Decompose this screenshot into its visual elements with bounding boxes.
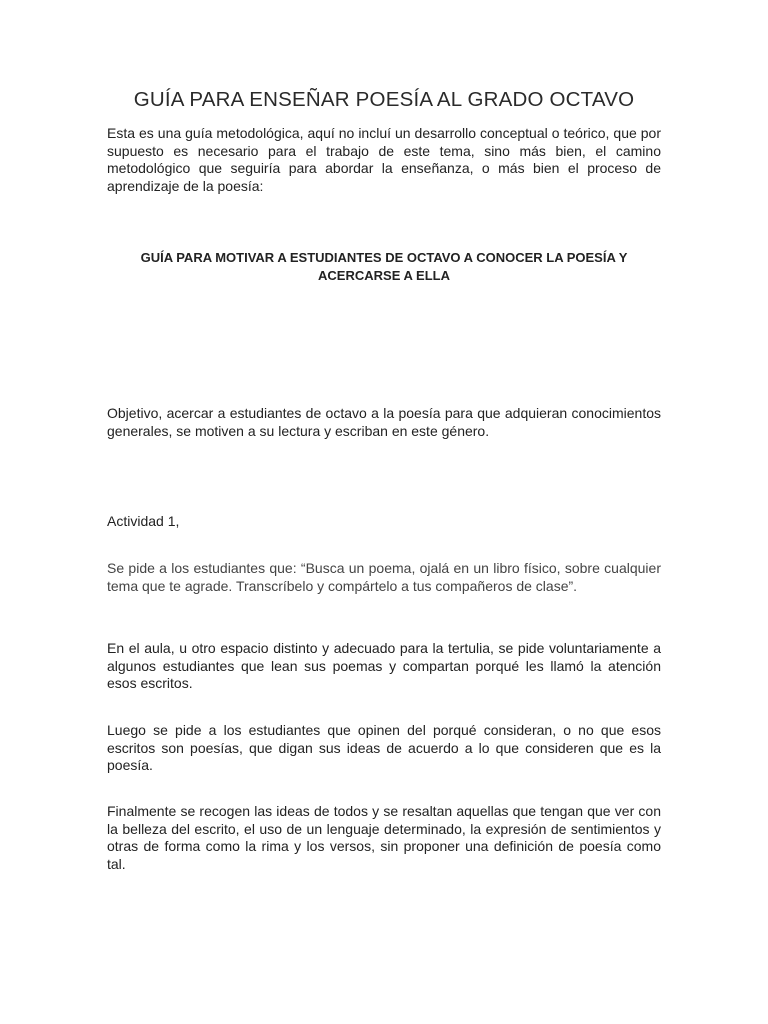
intro-paragraph: Esta es una guía metodológica, aquí no incluí un desarrollo conceptual o teórico, que por supuesto es necesario para el trabajo de este tema, sino más bien, el camino metodológico que seguiría para abordar la enseñanza, o más bien el proceso de aprendizaje de la poesía: bbox=[107, 125, 661, 194]
objective-paragraph: Objetivo, acercar a estudiantes de octavo a la poesía para que adquieran conocimientos generales, se motiven a su lectura y escriban en este género. bbox=[107, 405, 661, 439]
opinion-paragraph: Luego se pide a los estudiantes que opinen del porqué consideran, o no que esos escritos son poesías, que digan sus ideas de acuerdo a lo que consideren que es la poesía. bbox=[107, 722, 661, 773]
activity-label: Actividad 1, bbox=[107, 513, 180, 529]
final-paragraph: Finalmente se recogen las ideas de todos y se resaltan aquellas que tengan que ver con la belleza del escrito, el uso de un lenguaje determinado, la expresión de sentimientos y otras de forma como la rima y los versos, sin proponer una definición de poesía como tal. bbox=[107, 803, 661, 872]
classroom-paragraph: En el aula, u otro espacio distinto y adecuado para la tertulia, se pide voluntariamente a algunos estudiantes que lean sus poemas y compartan porqué les llamó la atención esos escritos. bbox=[107, 640, 661, 691]
activity-instruction: Se pide a los estudiantes que: “Busca un poema, ojalá en un libro físico, sobre cualquier tema que te agrade. Transcríbelo y compártelo a tus compañeros de clase”. bbox=[107, 560, 661, 594]
document-title: GUÍA PARA ENSEÑAR POESÍA AL GRADO OCTAVO bbox=[133, 88, 635, 111]
section-subheading: GUÍA PARA MOTIVAR A ESTUDIANTES DE OCTAVO A CONOCER LA POESÍA Y ACERCARSE A ELLA bbox=[140, 250, 628, 283]
